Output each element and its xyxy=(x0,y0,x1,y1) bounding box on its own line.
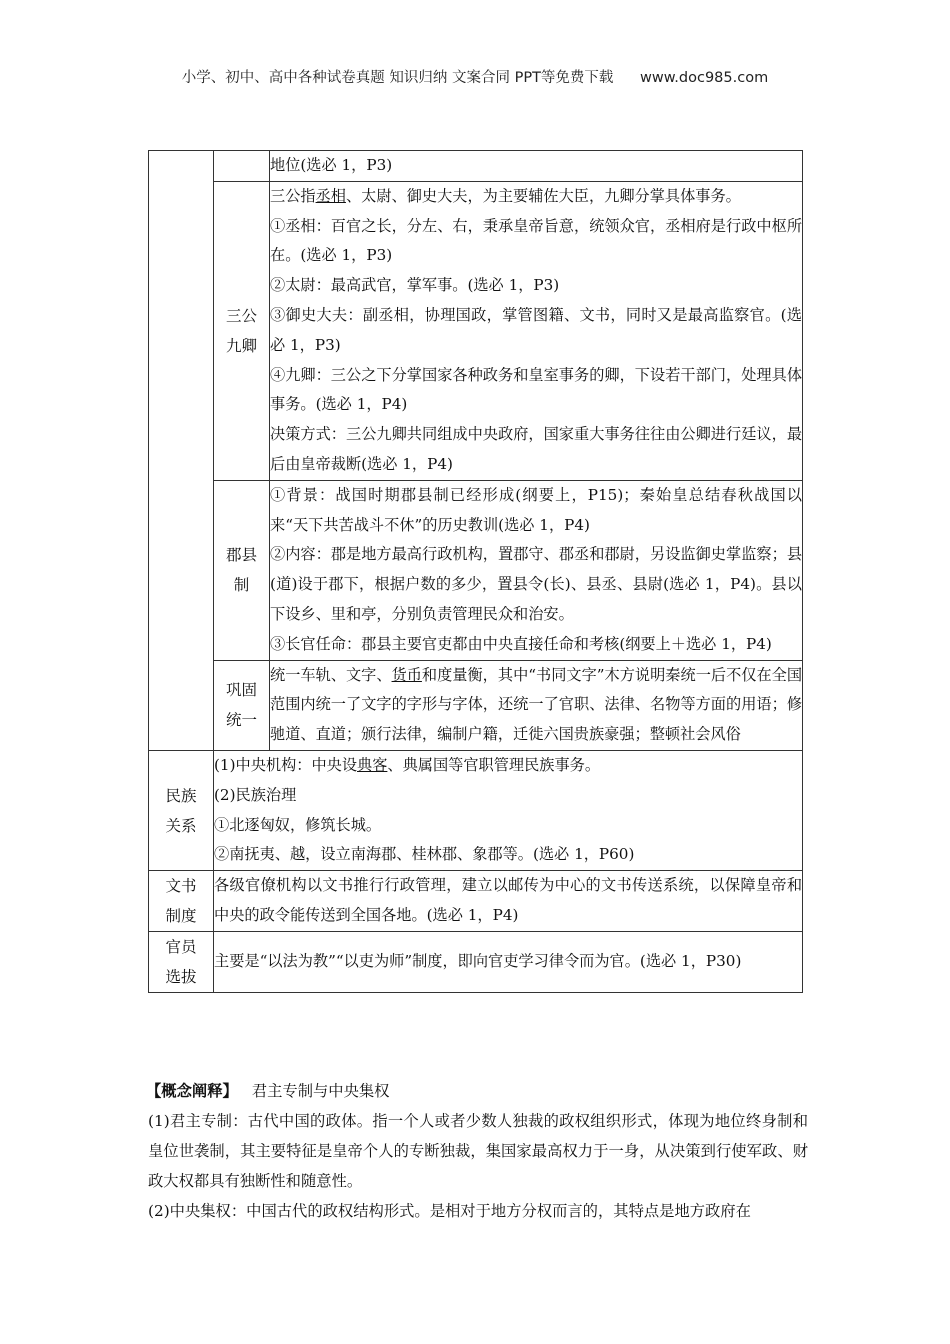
gonggu-label-line1: 巩固 xyxy=(225,681,257,700)
content-table xyxy=(148,150,803,993)
concept-title: 君主专制与中央集权 xyxy=(251,1082,390,1100)
junxian-label-line2: 制 xyxy=(233,576,250,595)
concept-p1: (1)君主专制：古代中国的政体。指一个人或者少数人独裁的政权组织形式，体现为地位终身制和皇位世袭制，其主要特征是皇帝个人的专断独裁，集国家最高权力于一身，从决策到行使军政、财政大权都具有独断性和随意性。 xyxy=(148,1112,808,1190)
content-cell xyxy=(270,151,803,182)
concept-p2: (2)中央集权：中国古代的政权结构形式。是相对于地方分权而言的，其特点是地方政府在 xyxy=(148,1202,751,1220)
dianke-link[interactable]: 典客 xyxy=(357,755,388,774)
junxian-p2: ②内容：郡是地方最高行政机构，置郡守、郡丞和郡尉，另设监御史掌监察；县(道)设于郡下，根据户数的多少，置县令(长)、县丞、县尉(选必 1，P4)。县以下设乡、里和亭，分别负责管理民众和治安。 xyxy=(270,545,802,623)
minzu-label-line1: 民族 xyxy=(165,786,197,805)
category-cell xyxy=(149,871,214,932)
sangong-p3: ③御史大夫：副丞相，协理国政，掌管图籍、文书，同时又是最高监察官。(选必 1，P3) xyxy=(270,305,802,354)
guanyuan-label-line2: 选拔 xyxy=(165,968,197,987)
huobi-link[interactable]: 货币 xyxy=(391,665,422,684)
sangong-p2: ②太尉：最高武官，掌军事。(选必 1，P3) xyxy=(270,276,560,295)
junxian-p1: ①背景：战国时期郡县制已经形成(纲要上，P15)；秦始皇总结春秋战国以来“天下共苦战斗不休”的历史教训(选必 1，P4) xyxy=(270,485,802,534)
concept-heading xyxy=(146,1076,808,1106)
gonggu-content: 统一车轨、文字、货币和度量衡，其中“书同文字”木方说明秦统一后不仅在全国范围内统一了文字的字形与字体，还统一了官职、法律、名物等方面的用语；修驰道、直道；颁行法律，编制户籍，迁徙六国贵族豪强；整顿社会风俗 xyxy=(270,665,803,744)
table-row xyxy=(149,151,803,182)
wenshu-label-line2: 制度 xyxy=(165,907,197,926)
minzu-p1: (1)中央机构：中央设典客、典属国等官职管理民族事务。 xyxy=(214,755,601,774)
sangong-p5: 决策方式：三公九卿共同组成中央政府，国家重大事务往往由公卿进行廷议，最后由皇帝裁断(选必 1，P4) xyxy=(270,425,802,473)
category-cell xyxy=(149,932,214,993)
content-cell xyxy=(270,181,803,480)
sangong-intro: 三公指丞相、太尉、御史大夫，为主要辅佐大臣，九卿分掌具体事务。 xyxy=(270,186,741,205)
table-row xyxy=(149,181,803,480)
table-row xyxy=(149,871,803,932)
content-cell xyxy=(214,932,803,993)
content-cell xyxy=(270,480,803,660)
minzu-label-line2: 关系 xyxy=(165,816,197,835)
wenshu-label-line1: 文书 xyxy=(165,877,197,896)
sangong-label-line2: 九卿 xyxy=(225,336,257,355)
chengxiang-link[interactable]: 丞相 xyxy=(315,186,346,205)
minzu-p3: ①北逐匈奴，修筑长城。 xyxy=(214,815,382,834)
sub-label-cell-empty xyxy=(214,151,270,182)
gonggu-label-line2: 统一 xyxy=(225,711,257,730)
page-header xyxy=(0,66,950,87)
sangong-label-line1: 三公 xyxy=(225,306,257,325)
junxian-p3: ③长官任命：郡县主要官吏都由中央直接任命和考核(纲要上＋选必 1，P4) xyxy=(270,634,772,653)
guanyuan-content: 主要是“以法为教”“以吏为师”制度，即向官吏学习律令而为官。(选必 1，P30) xyxy=(214,952,742,971)
table-row xyxy=(149,480,803,660)
category-cell-empty xyxy=(149,151,214,751)
header-site-link[interactable]: www.doc985.com xyxy=(640,70,769,86)
sangong-p1: ①丞相：百官之长，分左、右，秉承皇帝旨意，统领众官，丞相府是行政中枢所在。(选必 1，P3) xyxy=(270,216,802,265)
content-cell xyxy=(214,750,803,870)
category-cell xyxy=(149,750,214,870)
category-cell xyxy=(214,660,270,750)
concept-tag: 【概念阐释】 xyxy=(146,1082,238,1100)
table-row xyxy=(149,932,803,993)
content-cell xyxy=(214,871,803,932)
table-row xyxy=(149,750,803,870)
junxian-label-line1: 郡县 xyxy=(225,546,257,565)
guanyuan-label-line1: 官员 xyxy=(165,938,197,957)
minzu-p2: (2)民族治理 xyxy=(214,785,297,804)
sangong-p4: ④九卿：三公之下分掌国家各种政务和皇室事务的卿，下设若干部门，处理具体事务。(选必 1，P4) xyxy=(270,365,802,414)
minzu-p4: ②南抚夷、越，设立南海郡、桂林郡、象郡等。(选必 1，P60) xyxy=(214,845,635,864)
wenshu-content: 各级官僚机构以文书推行行政管理，建立以邮传为中心的文书传送系统，以保障皇帝和中央的政令能传送到全国各地。(选必 1，P4) xyxy=(214,876,802,925)
sub-label-cell xyxy=(214,181,270,480)
row0-content: 地位(选必 1，P3) xyxy=(270,156,393,174)
sub-label-cell xyxy=(214,480,270,660)
content-cell xyxy=(270,660,803,750)
table-row xyxy=(149,660,803,750)
header-text: 小学、初中、高中各种试卷真题 知识归纳 文案合同 PPT等免费下载 xyxy=(181,70,614,86)
concept-section xyxy=(146,1076,808,1226)
